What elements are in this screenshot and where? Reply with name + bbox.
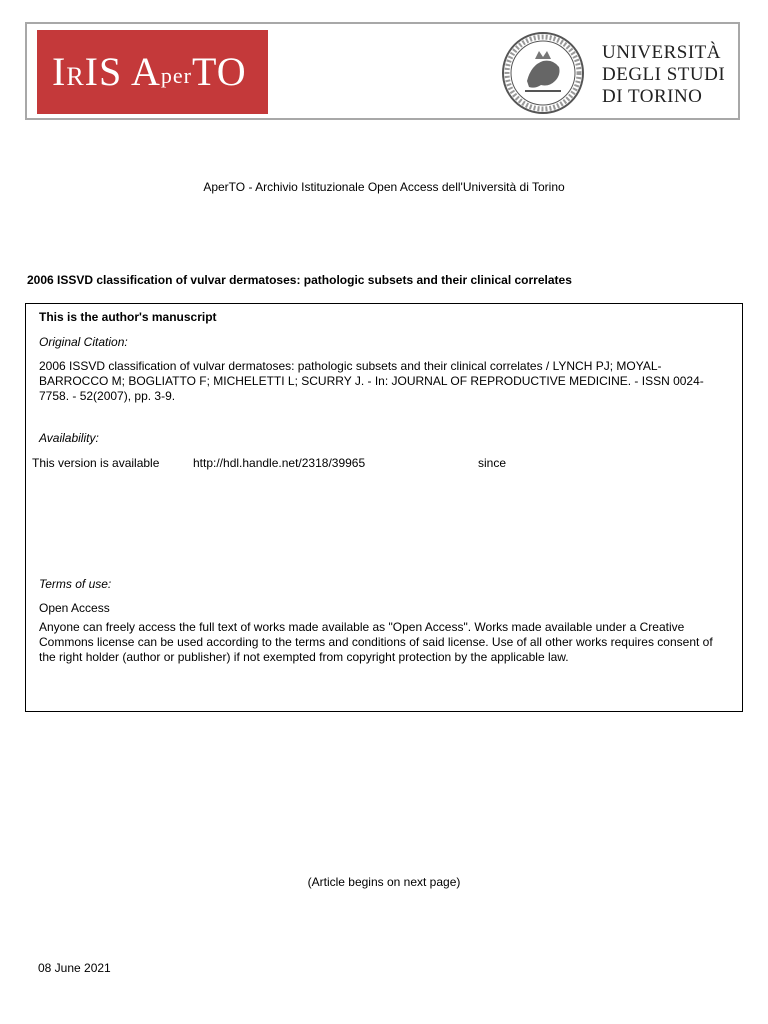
document-title: 2006 ISSVD classification of vulvar dermatoses: pathologic subsets and their clinical correlates xyxy=(27,273,572,287)
iris-aperto-logo: IRIS AperTO xyxy=(37,30,268,114)
handle-link[interactable]: http://hdl.handle.net/2318/39965 xyxy=(193,456,366,470)
manuscript-label: This is the author's manuscript xyxy=(39,310,217,324)
header-banner xyxy=(25,22,740,120)
university-name-line-2: DEGLI STUDI xyxy=(602,64,726,85)
availability-label: Availability: xyxy=(39,431,99,445)
university-name-line-3: DI TORINO xyxy=(602,86,703,107)
citation-info-box xyxy=(25,303,743,712)
since-label: since xyxy=(478,456,507,470)
terms-text: Anyone can freely access the full text of works made available as "Open Access". Works made available under a Creative Commons license can be used according to the terms and conditions of said license. Use of all other works requires consent of the right holder (author or publisher) if not exempted from copyright protection by the applicable law. xyxy=(39,620,713,664)
university-seal-icon xyxy=(501,31,585,115)
download-date: 08 June 2021 xyxy=(38,961,111,975)
article-begins-note: (Article begins on next page) xyxy=(307,875,461,889)
original-citation-label: Original Citation: xyxy=(39,335,128,349)
university-name-line-1: UNIVERSITÀ xyxy=(602,42,721,63)
terms-of-use-label: Terms of use: xyxy=(39,577,112,591)
version-available-label: This version is available xyxy=(32,456,160,470)
citation-text: 2006 ISSVD classification of vulvar dermatoses: pathologic subsets and their clinical correlates / LYNCH PJ; MOYAL-BARROCCO M; BOGLIATTO F; MICHELETTI L; SCURRY J. - In: JOURNAL OF REPRODUCTIVE MEDICINE. - ISSN 0024-7758. - 52(2007), pp. 3-9. xyxy=(39,359,704,403)
university-name xyxy=(602,42,725,108)
repository-line: AperTO - Archivio Istituzionale Open Access dell'Università di Torino xyxy=(203,180,565,194)
open-access-label: Open Access xyxy=(39,601,110,615)
